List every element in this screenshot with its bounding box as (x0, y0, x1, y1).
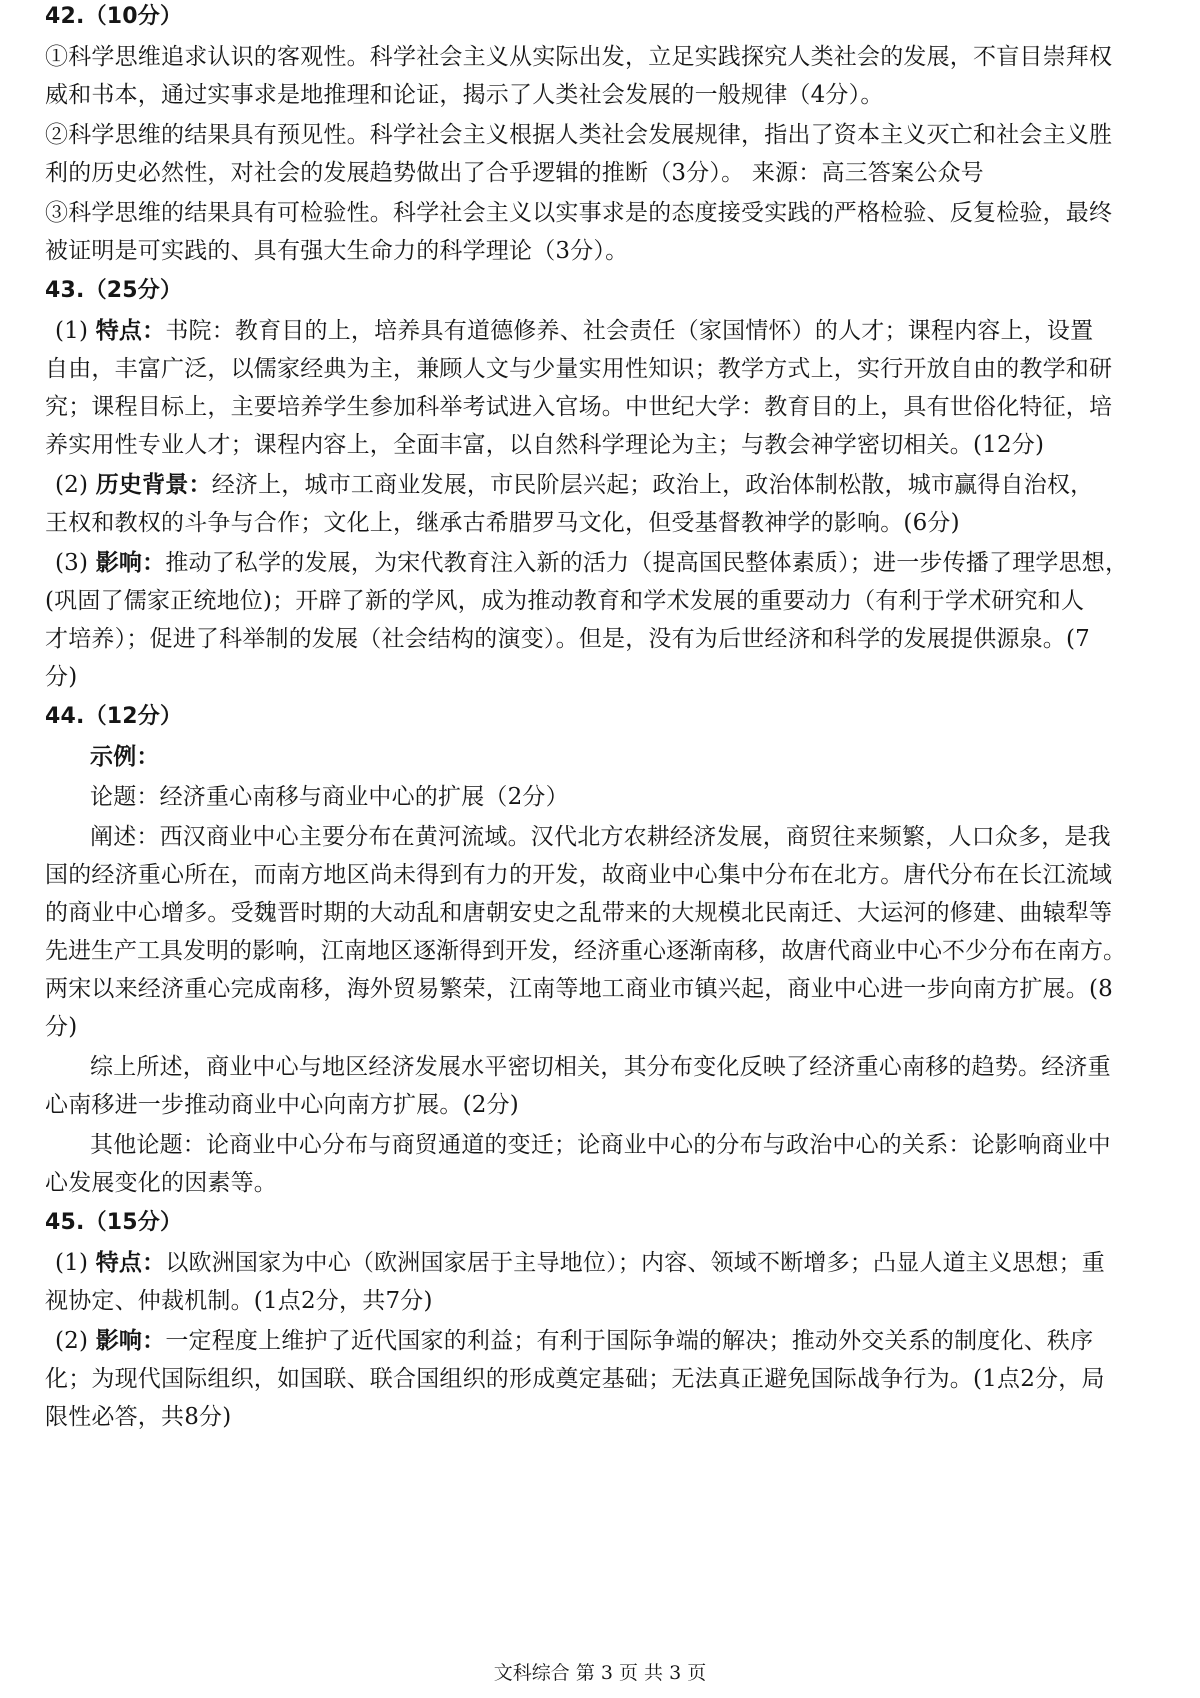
q43-sub3-number: (3) (55, 550, 89, 576)
q43-sub3-text: 推动了私学的发展，为宋代教育注入新的活力（提高国民整体素质）；进一步传播了理学思想， (165, 550, 1129, 576)
q44-heading: 44.（12分） (45, 704, 183, 729)
q43-sub1-number: (1) (55, 318, 89, 344)
q45-sub2-label: 影响： (95, 1328, 166, 1354)
q43-sub1-line4: 养实用性专业人才；课程内容上，全面丰富，以自然科学理论为主；与教会神学密切相关。(12分) (45, 432, 1045, 458)
q43-sub1-line1 (55, 316, 1093, 346)
q44-other-topics-line2: 心发展变化的因素等。 (45, 1170, 277, 1196)
q44-elaboration-line3: 的商业中心增多。受魏晋时期的大动乱和唐朝安史之乱带来的大规模北民南迁、大运河的修建、曲辕犁等 (45, 900, 1113, 926)
q45-sub1-line1 (55, 1248, 1105, 1278)
q45-sub2-line1 (55, 1326, 1093, 1356)
q45-sub1-line2: 视协定、仲裁机制。(1点2分，共7分) (45, 1288, 433, 1314)
q43-sub2-line2: 王权和教权的斗争与合作；文化上，继承古希腊罗马文化，但受基督教神学的影响。(6分) (45, 510, 960, 536)
q43-heading: 43.（25分） (45, 278, 183, 303)
q42-point3-line1: ③科学思维的结果具有可检验性。科学社会主义以实事求是的态度接受实践的严格检验、反复检验，最终 (45, 200, 1113, 226)
q42-point1-line1: ①科学思维追求认识的客观性。科学社会主义从实际出发，立足实践探究人类社会的发展，不盲目崇拜权 (45, 44, 1113, 70)
q44-elaboration-line4: 先进生产工具发明的影响，江南地区逐渐得到开发，经济重心逐渐南移，故唐代商业中心不少分布在南方。 (45, 938, 1126, 964)
q44-elaboration-line5: 两宋以来经济重心完成南移，海外贸易繁荣，江南等地工商业市镇兴起，商业中心进一步向南方扩展。(8 (45, 976, 1114, 1002)
q43-sub3-line3: 才培养）；促进了科举制的发展（社会结构的演变）。但是，没有为后世经济和科学的发展提供源泉。(7 (45, 626, 1091, 652)
q42-heading: 42.（10分） (45, 4, 183, 29)
q43-sub1-line3: 究；课程目标上，主要培养学生参加科举考试进入官场。中世纪大学：教育目的上，具有世俗化特征，培 (45, 394, 1113, 420)
q44-other-topics-line1: 其他论题：论商业中心分布与商贸通道的变迁；论商业中心的分布与政治中心的关系：论影响商业中 (90, 1132, 1111, 1158)
q43-sub3-line2: (巩固了儒家正统地位)；开辟了新的学风，成为推动教育和学术发展的重要动力（有利于学术研究和人 (45, 588, 1085, 614)
q45-sub2-number: (2) (55, 1328, 89, 1354)
q45-sub1-label: 特点： (95, 1250, 166, 1276)
page-footer: 文科综合 第 3 页 共 3 页 (493, 1662, 707, 1684)
q42-point2-line1: ②科学思维的结果具有预见性。科学社会主义根据人类社会发展规律，指出了资本主义灭亡和社会主义胜 (45, 122, 1113, 148)
q44-thesis: 论题：经济重心南移与商业中心的扩展（2分） (90, 784, 569, 810)
q44-example-label: 示例： (90, 744, 160, 770)
q45-sub2-line2: 化；为现代国际组织，如国联、联合国组织的形成奠定基础；无法真正避免国际战争行为。(1点2分，局 (45, 1366, 1105, 1392)
q43-sub2-line1 (55, 470, 1093, 500)
q43-sub3-label: 影响： (95, 550, 166, 576)
q45-sub2-text: 一定程度上维护了近代国家的利益；有利于国际争端的解决；推动外交关系的制度化、秩序 (165, 1328, 1094, 1354)
q45-heading: 45.（15分） (45, 1210, 183, 1235)
q44-summary-line1: 综上所述，商业中心与地区经济发展水平密切相关，其分布变化反映了经济重心南移的趋势。经济重 (90, 1054, 1111, 1080)
q45-sub2-line3: 限性必答，共8分) (45, 1404, 232, 1430)
q43-sub2-text: 经济上，城市工商业发展，市民阶层兴起；政治上，政治体制松散，城市赢得自治权， (211, 472, 1094, 498)
q43-sub3-line4: 分) (45, 664, 78, 690)
q43-sub1-label: 特点： (95, 318, 166, 344)
q43-sub2-number: (2) (55, 472, 89, 498)
q42-point2-line2: 利的历史必然性，对社会的发展趋势做出了合乎逻辑的推断（3分）。 来源：高三答案公众号 (45, 160, 984, 186)
q44-elaboration-line2: 国的经济重心所在，而南方地区尚未得到有力的开发，故商业中心集中分布在北方。唐代分布在长江流域 (45, 862, 1113, 888)
q44-elaboration-line1: 阐述：西汉商业中心主要分布在黄河流域。汉代北方农耕经济发展，商贸往来频繁，人口众多，是我 (90, 824, 1111, 850)
q43-sub1-line2: 自由，丰富广泛，以儒家经典为主，兼顾人文与少量实用性知识；教学方式上，实行开放自由的教学和研 (45, 356, 1113, 382)
q42-point1-line2: 威和书本，通过实事求是地推理和论证，揭示了人类社会发展的一般规律（4分）。 (45, 82, 884, 108)
q43-sub3-line1 (55, 548, 1128, 578)
q43-sub1-text: 书院：教育目的上，培养具有道德修养、社会责任（家国情怀）的人才；课程内容上，设置 (165, 318, 1094, 344)
q45-sub1-text: 以欧洲国家为中心（欧洲国家居于主导地位）；内容、领域不断增多；凸显人道主义思想；重 (165, 1250, 1106, 1276)
q42-point3-line2: 被证明是可实践的、具有强大生命力的科学理论（3分）。 (45, 238, 629, 264)
q44-elaboration-line6: 分) (45, 1014, 78, 1040)
q45-sub1-number: (1) (55, 1250, 89, 1276)
q43-sub2-label: 历史背景： (95, 472, 212, 498)
q44-summary-line2: 心南移进一步推动商业中心向南方扩展。(2分) (45, 1092, 519, 1118)
